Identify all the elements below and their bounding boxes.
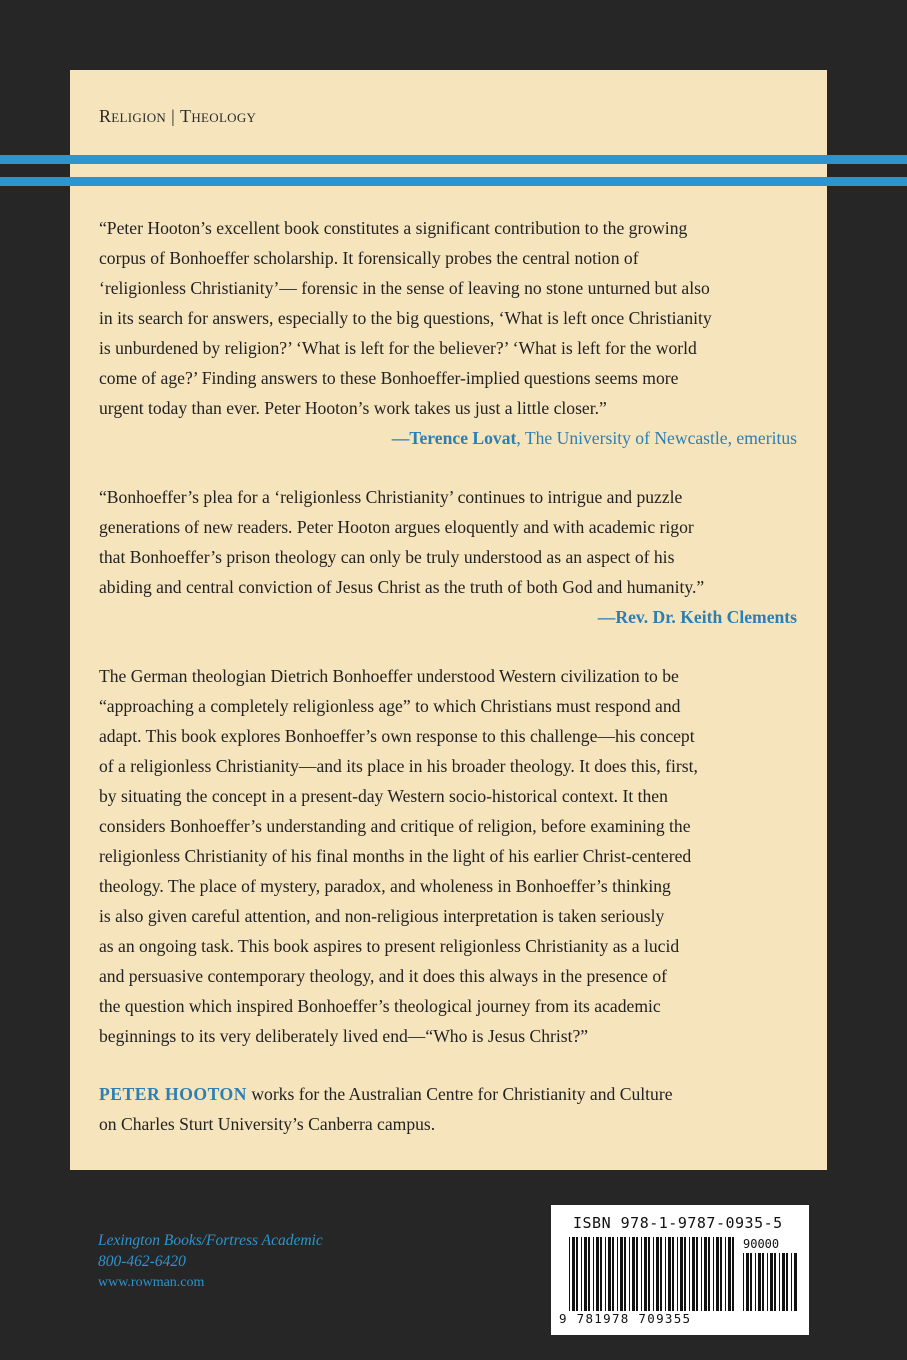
publisher-website: www.rowman.com [98,1275,205,1290]
barcode-bar [593,1237,594,1311]
bio-line [99,1079,797,1109]
barcode-bar [644,1237,647,1311]
description-line: and persuasive contemporary theology, and it does this always in the presence of [99,966,668,986]
description-line: adapt. This book explores Bonhoeffer’s own response to this challenge—his concept [99,726,695,746]
barcode-bar [581,1237,582,1311]
barcode-bar [668,1237,671,1311]
isbn-barcode [551,1205,809,1335]
barcode-bar [704,1237,707,1311]
barcode-bars [569,1237,737,1311]
barcode-bar [680,1237,683,1311]
barcode-bar [782,1253,785,1311]
quote-attribution [99,602,797,632]
quote-line: abiding and central conviction of Jesus Christ as the truth of both God and humanity.” [99,577,705,597]
quote-line: urgent today than ever. Peter Hooton’s work takes us just a little closer.” [99,398,607,418]
author-name: PETER HOOTON [99,1084,247,1104]
category-religion: Religion [99,106,167,126]
barcode-bar [612,1237,614,1311]
barcode-bar [774,1253,776,1311]
description-line: considers Bonhoeffer’s understanding and critique of religion, before examining the [99,816,691,836]
quote-attribution [99,423,797,453]
category-label [99,106,256,127]
attribution-affiliation: , The University of Newcastle, emeritus [516,428,797,448]
addon-barcode-bars [743,1253,799,1311]
barcode-bar [608,1237,611,1311]
barcode-bar [672,1237,674,1311]
barcode-bar [732,1237,734,1311]
barcode-bar [596,1237,599,1311]
category-theology: Theology [180,106,257,126]
bio-line1-text: works for the Australian Centre for Christianity and Culture [246,1084,673,1104]
barcode-bar [677,1237,678,1311]
blue-stripe-bottom-overlay [0,177,907,186]
description-line: theology. The place of mystery, paradox, and wholeness in Bonhoeffer’s thinking [99,876,671,896]
quote-line: “Bonhoeffer’s plea for a ‘religionless Christianity’ continues to intrigue and puzzle [99,487,683,507]
barcode-bar [624,1237,626,1311]
barcode-bar [656,1237,659,1311]
barcode-bar [762,1253,764,1311]
barcode-bar [660,1237,662,1311]
barcode-bar [692,1237,695,1311]
barcode-bar [716,1237,719,1311]
quote-line: ‘religionless Christianity’— forensic in the sense of leaving no stone unturned but also [99,278,710,298]
quote-clements [99,482,797,632]
book-description [99,661,797,1051]
barcode-bar [794,1253,797,1311]
quote-line: in its search for answers, especially to the big questions, ‘What is left once Christianity [99,308,712,328]
attribution-name: —Terence Lovat [391,428,517,448]
quote-lovat [99,213,797,453]
barcode-bar [767,1253,768,1311]
barcode-bar [708,1237,710,1311]
description-line: religionless Christianity of his final months in the light of his earlier Christ-centered [99,846,692,866]
barcode-bar [750,1253,752,1311]
barcode-bar [584,1237,587,1311]
description-line: The German theologian Dietrich Bonhoeffer understood Western civilization to be [99,666,679,686]
price-code: 90000 [743,1237,780,1251]
author-bio [99,1079,797,1139]
barcode-bar [779,1253,780,1311]
barcode-bar [701,1237,702,1311]
description-line: the question which inspired Bonhoeffer’s theological journey from its academic [99,996,661,1016]
barcode-bar [689,1237,690,1311]
quote-line: “Peter Hooton’s excellent book constitutes a significant contribution to the growing [99,218,688,238]
isbn-text: ISBN 978-1-9787-0935-5 [573,1214,783,1232]
barcode-bar [786,1253,788,1311]
barcode-bar [576,1237,578,1311]
description-line: “approaching a completely religionless age” to which Christians must respond and [99,696,681,716]
quote-line: come of age?’ Finding answers to these Bonhoeffer-implied questions seems more [99,368,679,388]
barcode-bar [641,1237,642,1311]
quote-line: corpus of Bonhoeffer scholarship. It forensically probes the central notion of [99,248,639,268]
publisher-phone: 800-462-6420 [98,1253,186,1270]
barcode-bar [600,1237,602,1311]
barcode-bar [572,1237,575,1311]
barcode-bar [605,1237,606,1311]
barcode-bar [758,1253,761,1311]
quote-line: that Bonhoeffer’s prison theology can only be truly understood as an aspect of his [99,547,675,567]
barcode-bar [617,1237,618,1311]
category-separator: | [171,106,176,126]
barcode-bar [696,1237,698,1311]
barcode-bar [770,1253,773,1311]
barcode-bar [629,1237,630,1311]
barcode-bar [620,1237,623,1311]
publisher-name: Lexington Books/Fortress Academic [98,1232,323,1249]
blue-stripe-top-overlay [0,155,907,164]
description-line: by situating the concept in a present-day Western socio-historical context. It then [99,786,668,806]
description-line: is also given careful attention, and non-religious interpretation is taken seriously [99,906,665,926]
barcode-bar [569,1237,570,1311]
barcode-bar [746,1253,749,1311]
barcode-bar [725,1237,726,1311]
barcode-bar [728,1237,731,1311]
barcode-bar [743,1253,744,1311]
barcode-bar [791,1253,792,1311]
barcode-bar [755,1253,756,1311]
barcode-bar [665,1237,666,1311]
barcode-bar [684,1237,686,1311]
bio-line: on Charles Sturt University’s Canberra campus. [99,1114,436,1134]
quote-line: generations of new readers. Peter Hooton argues eloquently and with academic rigor [99,517,694,537]
barcode-bar [713,1237,714,1311]
description-line: as an ongoing task. This book aspires to present religionless Christianity as a lucid [99,936,680,956]
barcode-digits: 9 781978 709355 [559,1311,692,1326]
barcode-bar [648,1237,650,1311]
quote-line: is unburdened by religion?’ ‘What is left for the believer?’ ‘What is left for the world [99,338,697,358]
barcode-bar [720,1237,722,1311]
barcode-bar [653,1237,654,1311]
description-line: beginnings to its very deliberately lived end—“Who is Jesus Christ?” [99,1026,589,1046]
attribution-name: —Rev. Dr. Keith Clements [597,607,797,627]
barcode-bar [588,1237,590,1311]
publisher-info [98,1230,323,1293]
barcode-bar [632,1237,635,1311]
description-line: of a religionless Christianity—and its place in his broader theology. It does this, first, [99,756,698,776]
barcode-bar [636,1237,638,1311]
